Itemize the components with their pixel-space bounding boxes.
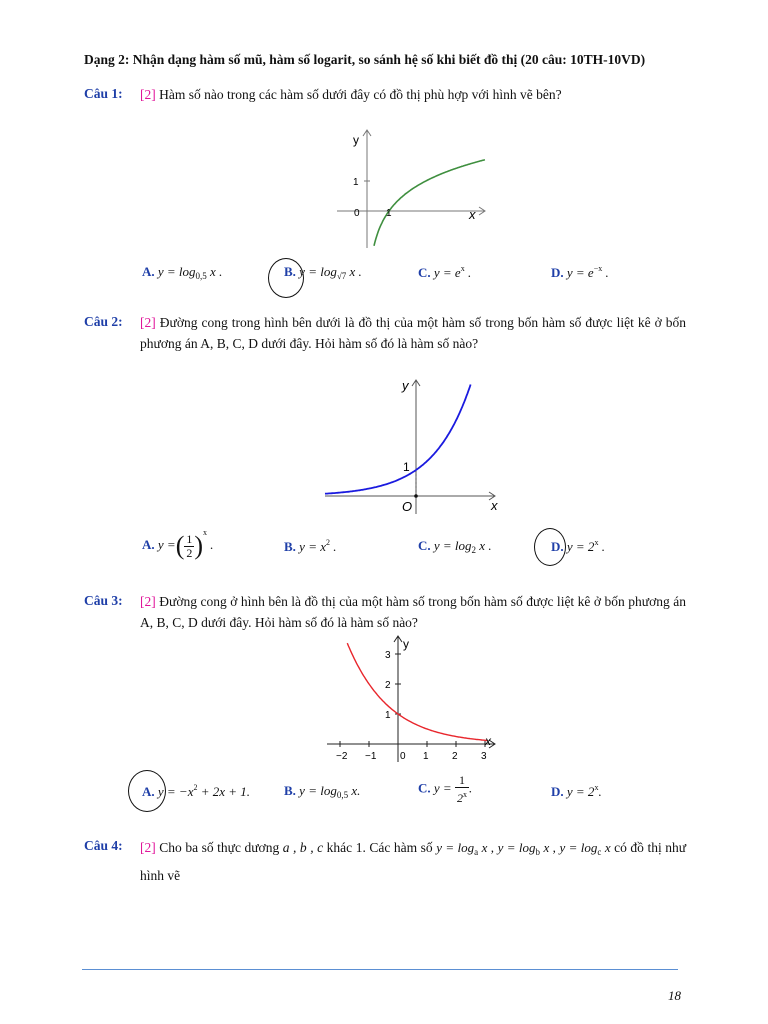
question-4-func-c: $y = \log_c x$ (559, 840, 611, 857)
q2-option-b-post: . (329, 539, 337, 554)
question-4-level: [2] (140, 840, 156, 855)
q3-option-b-post: x. (348, 783, 361, 798)
q1-y-label: y (353, 133, 359, 147)
q3-exp-curve (347, 643, 487, 740)
question-2-prompt: Đường cong trong hình bên dưới là đồ thị của một hàm số trong bốn hàm số được liệt kê ở bốn phương án A, B, C, D dưới đây. Hỏi hàm số đó là hàm số nào? (140, 315, 686, 351)
q1-option-b-post: x . (346, 264, 362, 279)
q2-option-c-post: x . (476, 538, 492, 553)
q1-x-label: x (469, 207, 476, 222)
question-4-text-2: khác (323, 840, 356, 855)
q2-exp-curve (325, 385, 471, 494)
q3-xtick-label: 3 (481, 751, 487, 762)
q2-option-c-expr: y = log (433, 538, 472, 553)
q1-option-d-expr: y = e (566, 265, 594, 280)
question-4-func-b: $y = \log_b x$ , (497, 840, 556, 857)
q3-option-d[interactable] (551, 783, 602, 800)
q2-option-b-expr: y = x (299, 539, 326, 554)
q2-one-y: 1 (403, 460, 410, 474)
q3-option-d-letter: D. (551, 784, 564, 799)
question-4-text-3: . Các hàm số (362, 840, 437, 855)
q3-option-a-post: + 2x + 1. (197, 784, 251, 799)
q1-option-a-post: x . (206, 264, 223, 279)
q3-option-d-post: . (598, 784, 602, 799)
q2-x-label: x (491, 498, 498, 513)
q2-option-b-sup: 2 (325, 538, 330, 547)
q1-option-c-letter: C. (418, 265, 431, 280)
question-1-graph (335, 124, 495, 250)
q3-option-b-letter: B. (284, 783, 296, 798)
q1-one-x: 1 (386, 208, 392, 219)
q2-option-d[interactable] (551, 538, 605, 555)
q3-option-b-expr: y = log (299, 783, 337, 798)
q2-option-a-sup: x (203, 528, 208, 537)
q2-option-d-post: . (598, 539, 605, 554)
q1-option-b[interactable] (284, 264, 362, 281)
q2-origin-label: O (402, 499, 413, 514)
q1-option-a-sub: 0,5 (195, 271, 207, 281)
question-2-graph (323, 374, 503, 516)
footer-divider (82, 969, 678, 970)
q3-xtick-label: 0 (400, 751, 406, 762)
q2-option-a-letter: A. (142, 537, 155, 552)
q1-option-c[interactable] (418, 264, 471, 281)
question-3-graph (323, 632, 503, 766)
q2-option-d-letter: D. (551, 539, 564, 554)
question-1-prompt: Hàm số nào trong các hàm số dưới đây có đồ thị phù hợp với hình vẽ bên? (159, 87, 562, 102)
question-2-text (140, 312, 686, 354)
q1-option-b-expr: y = log (299, 264, 337, 279)
page-number: 18 (668, 988, 681, 1003)
q3-option-d-sup: x (594, 783, 599, 792)
q2-option-c-sub: 2 (471, 545, 477, 555)
question-4-text-4: có đồ thị như hình vẽ (140, 840, 687, 883)
q2-option-a[interactable]: A. y =( $\frac{1}{2}$ )$^x$ . (142, 528, 214, 561)
q3-option-c-post: . (468, 780, 473, 796)
q2-origin-dot (414, 494, 418, 498)
q2-option-b-letter: B. (284, 539, 296, 554)
q3-xtick-label: 1 (423, 751, 429, 762)
q3-option-c-letter: C. (418, 780, 431, 796)
q3-option-a-letter: A. (142, 784, 155, 799)
question-4-abc: a , b , c (282, 840, 324, 855)
q1-option-d-sup: −x (593, 264, 603, 273)
q3-xtick-label: −1 (365, 751, 377, 762)
section-heading: Dạng 2: Nhận dạng hàm số mũ, hàm số logarit, so sánh hệ số khi biết đồ thị (20 câu: 10TH-10VD) (84, 52, 646, 67)
q1-option-a-expr: y = log (157, 264, 196, 279)
question-3-level: [2] (140, 594, 156, 609)
q2-option-a-expr: y = (157, 537, 176, 552)
q2-option-a-post: . (207, 537, 214, 552)
q3-xtick-label: 2 (452, 751, 458, 762)
q3-option-c[interactable] (418, 774, 472, 805)
q1-one-y: 1 (353, 177, 359, 188)
q3-option-a[interactable] (142, 783, 250, 800)
question-1-text (140, 84, 686, 105)
q1-option-c-post: . (464, 265, 472, 280)
q2-option-d-sup: x (594, 538, 599, 547)
question-3-prompt: Đường cong ở hình bên là đồ thị của một hàm số trong bốn hàm số được liệt kê ở bốn phương án A, B, C, D dưới đây. Hỏi hàm số đó là hàm số nào? (140, 594, 686, 630)
question-4-func-a: $y = \log_a x$ , (436, 840, 495, 857)
q1-option-d-post: . (602, 265, 609, 280)
question-2-level: [2] (140, 315, 156, 330)
q1-option-b-letter: B. (284, 264, 296, 279)
q3-y-label: y (403, 637, 409, 651)
q1-option-c-expr: y = e (433, 265, 461, 280)
q2-option-d-expr: y = 2 (566, 539, 595, 554)
q3-option-a-sup: 2 (193, 783, 198, 792)
q3-option-a-expr: y = −x (157, 784, 194, 799)
q3-option-c-fraction: $\frac{1}{2^x}$ (456, 773, 467, 805)
q1-option-c-sup: x (460, 264, 465, 273)
q2-option-c[interactable] (418, 538, 492, 555)
q3-option-d-expr: y = 2 (566, 784, 595, 799)
q1-option-b-sub: √7 (336, 271, 347, 281)
q3-xtick-label: −2 (336, 751, 348, 762)
q3-ytick-label: 1 (385, 710, 391, 721)
q3-option-b[interactable] (284, 783, 360, 800)
question-4-text-1: Cho ba số thực dương (159, 840, 283, 855)
q1-option-a[interactable] (142, 264, 222, 281)
q2-option-b[interactable] (284, 538, 336, 555)
q3-option-c-expr: y = (433, 780, 452, 796)
q1-option-a-letter: A. (142, 264, 155, 279)
question-4-one: 1 (355, 840, 363, 855)
q3-ytick-label: 2 (385, 680, 391, 691)
question-1-label: Câu 1: (84, 86, 123, 101)
question-4-text (140, 836, 686, 888)
q1-option-d[interactable] (551, 264, 609, 281)
question-4-label: Câu 4: (84, 838, 123, 853)
question-2-label: Câu 2: (84, 314, 123, 329)
question-3-label: Câu 3: (84, 593, 123, 608)
q1-log-curve (374, 160, 485, 246)
q2-option-a-fraction: $\frac{1}{2}$ (186, 531, 193, 560)
q3-option-b-sub: 0,5 (336, 790, 349, 800)
q3-ytick-label: 3 (385, 650, 391, 661)
question-1-level: [2] (140, 87, 156, 102)
q2-y-label: y (402, 378, 409, 393)
q1-option-d-letter: D. (551, 265, 564, 280)
q1-zero: 0 (354, 208, 360, 219)
q2-option-c-letter: C. (418, 538, 431, 553)
question-3-text (140, 591, 686, 633)
q3-x-label: x (485, 734, 491, 748)
